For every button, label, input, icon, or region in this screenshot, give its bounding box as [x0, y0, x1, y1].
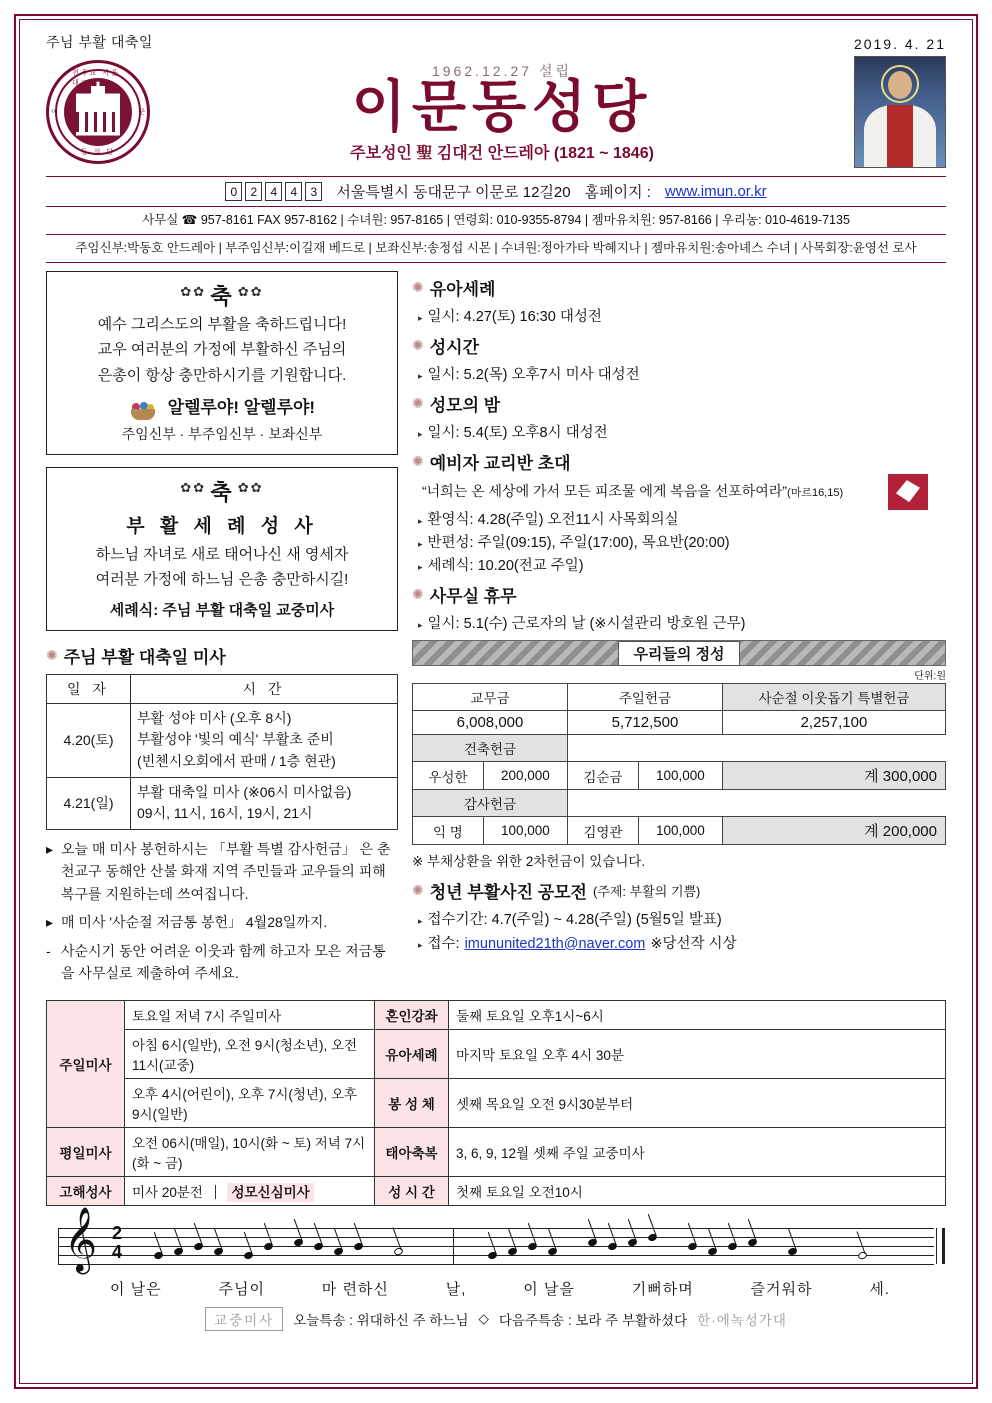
congrats-signers: 주임신부 · 부주임신부 · 보좌신부	[121, 425, 323, 442]
donor-amount: 100,000	[638, 762, 722, 790]
lyric-word: 이 날은	[110, 1281, 162, 1299]
mass-detail-line: 부활성야 '빛의 예식' 부활초 준비	[137, 731, 334, 748]
time-signature: 2 4	[112, 1223, 123, 1263]
schedule-cell: 3, 6, 9, 12월 셋째 주일 교중미사	[449, 1128, 946, 1177]
announcement-marian-night	[412, 391, 946, 445]
announcement-bullet	[418, 509, 946, 532]
easter-mass-table	[46, 674, 398, 830]
table-row	[413, 711, 946, 735]
note-text: 매 미사 '사순절 저금통 봉헌」 4월28일까지.	[61, 914, 328, 931]
row-label-confession: 고해성사	[47, 1177, 125, 1206]
offerings-note: ※ 부채상환을 위한 2차헌금이 있습니다.	[412, 854, 646, 870]
triangle-bullet-icon: ▸	[418, 312, 423, 323]
list-item	[46, 911, 398, 933]
table-row	[47, 1079, 946, 1128]
mass-detail-line: (빈첸시오회에서 판매 / 1층 현관)	[137, 752, 336, 769]
homepage-label: 홈페이지 :	[584, 184, 651, 201]
mass-detail	[131, 703, 398, 777]
col-time: 시 간	[131, 674, 398, 703]
zip-digit: 2	[245, 182, 262, 201]
patron-saint-portrait	[854, 56, 946, 168]
triangle-bullet-icon: ▸	[418, 538, 423, 549]
row-label-fetal-blessing: 태아축복	[375, 1128, 449, 1177]
marian-devotion-time: 첫째 토요일 오전10시	[456, 1185, 583, 1201]
marian-devotion-label: 성모신심미사	[227, 1183, 313, 1202]
donor-amount: 200,000	[483, 762, 567, 790]
row-label-sunday-mass: 주일미사	[47, 1001, 125, 1128]
contest-period	[418, 909, 946, 932]
left-notes	[46, 838, 398, 984]
contact-staff: 주임신부:박동호 안드레아 | 부주임신부:이길재 베드로 | 보좌신부:송정섭 시몬 | 수녀원:정아가타 박혜지나 | 젬마유치원:송아녜스 수녀 | 사목회장:윤영선 로사	[75, 240, 917, 255]
row-label-holy-hour: 성 시 간	[375, 1177, 449, 1206]
sun-icon: ✺	[46, 646, 58, 663]
row-label-communion-visit: 봉 성 체	[375, 1079, 449, 1128]
alleluia-row	[57, 393, 387, 420]
alleluia-text: 알렐루야! 알렐루야!	[167, 398, 316, 417]
offer-amount-parish-dues: 6,008,000	[413, 711, 568, 735]
announcement-bullet	[418, 364, 946, 387]
announcement-title: 사무실 휴무	[429, 587, 517, 607]
triangle-bullet-icon: ▸	[418, 370, 423, 381]
masthead-title	[156, 61, 848, 163]
table-row	[413, 790, 946, 817]
table-row	[413, 762, 946, 790]
mass-detail-line: 부활 대축일 미사 (※06시 미사없음)	[137, 783, 352, 800]
donor-name: 익 명	[413, 817, 484, 845]
sun-icon: ✺	[412, 278, 424, 295]
section-total: 계 300,000	[722, 762, 945, 790]
baptism-box	[46, 467, 398, 631]
table-row	[413, 735, 946, 762]
lyrics-line	[58, 1276, 934, 1299]
parish-crest-icon: 천주교 서울대교구 이 문 동 성 당	[46, 60, 150, 164]
lyric-word: 주님이	[218, 1281, 265, 1299]
contact-phones: 사무실 ☎ 957-8161 FAX 957-8162 | 수녀원: 957-8165 | 연령회: 010-9355-8794 | 젬마유치원: 957-8166 | 우리농: 010-4619-7135	[142, 213, 850, 227]
offer-section-label: 감사헌금	[413, 790, 568, 817]
announcement-office-closed	[412, 582, 946, 636]
triangle-bullet-icon: ▸	[46, 840, 54, 857]
address-row	[46, 176, 946, 207]
table-row	[47, 1030, 946, 1079]
patron-saint-label: 주보성인 聖 김대건 안드레아 (1821 ~ 1846)	[350, 144, 654, 162]
schedule-cell: 아침 6시(일반), 오전 9시(청소년), 오전 11시(교중)	[125, 1030, 375, 1079]
bullet-text: 일시: 5.1(수) 근로자의 날 (※시설관리 방호원 근무)	[427, 616, 746, 633]
weekly-schedule	[28, 990, 964, 1206]
announcement-bullet	[418, 422, 946, 445]
easter-congrats-box	[46, 271, 398, 455]
established-label: 1962.12.27 설립	[431, 63, 572, 80]
congrats-line: 예수 그리스도의 부활을 축하드립니다!	[97, 315, 347, 333]
mass-detail-line: 09시, 11시, 16시, 19시, 21시	[137, 805, 313, 822]
footer-next-song: 다음주특송 : 보라 주 부활하셨다	[498, 1313, 688, 1329]
lyric-word: 즐거워하	[750, 1281, 813, 1299]
offer-amount-sunday: 5,712,500	[567, 711, 722, 735]
issue-date: 2019. 4. 21	[853, 36, 946, 52]
staff-lines	[58, 1207, 934, 1276]
offerings-banner	[412, 640, 946, 666]
lyric-word: 날,	[445, 1281, 467, 1299]
announcement-photo-contest	[412, 878, 946, 955]
confession-time: 미사 20분전	[132, 1185, 203, 1201]
announcement-bullet	[418, 613, 946, 636]
right-column	[412, 271, 946, 991]
submit-tail: ※당선작 시상	[650, 935, 737, 952]
offerings-title: 우리들의 정성	[618, 641, 739, 666]
offer-col-parish-dues: 교무금	[413, 684, 568, 711]
schedule-cell: 둘째 토요일 오후1시~6시	[449, 1001, 946, 1030]
dove-icon	[888, 474, 928, 510]
announcement-bullet	[418, 532, 946, 555]
offerings-unit: 단위:원	[914, 671, 946, 683]
bullet-text: 일시: 5.2(목) 오후7시 미사 대성전	[427, 366, 640, 383]
wreath-icon-baptism: ✿✿ 축 ✿✿	[180, 476, 263, 507]
footer-diamond-icon: ◇	[478, 1311, 489, 1327]
triangle-bullet-icon: ▸	[418, 515, 423, 526]
announcement-bullet	[418, 555, 946, 578]
schedule-cell: 오후 4시(어린이), 오후 7시(청년), 오후 9시(일반)	[125, 1079, 375, 1128]
mass-date: 4.21(일)	[47, 777, 131, 829]
donor-name: 김순금	[567, 762, 638, 790]
offer-col-lent-special: 사순절 이웃돕기 특별헌금	[722, 684, 945, 711]
easter-mass-title	[46, 643, 398, 668]
zip-digit: 0	[225, 182, 242, 201]
row-label-weekday-mass: 평일미사	[47, 1128, 125, 1177]
note-text: 오늘 매 미사 봉헌하시는 「부활 특별 감사헌금」 은 춘천교구 동해안 산불 화재 지역 주민들과 교우들의 피해 복구를 지원하는데 쓰여집니다.	[61, 840, 391, 902]
baptism-schedule: 세례식: 주님 부활 대축일 교중미사	[109, 601, 335, 619]
triangle-bullet-icon: ▸	[418, 620, 423, 631]
masthead	[28, 52, 964, 170]
announcement-title: 성모의 밤	[429, 395, 501, 415]
top-line	[28, 26, 964, 52]
lyric-word: 이 날을	[523, 1281, 575, 1299]
row-label-infant-baptism: 유아세례	[375, 1030, 449, 1079]
note-text: 사순시기 동안 어려운 이웃과 함께 하고자 모은 저금통을 사무실로 제출하여 주세요.	[61, 942, 386, 981]
offer-section-label: 건축헌금	[413, 735, 568, 762]
sun-icon: ✺	[412, 394, 424, 411]
announcement-title: 성시간	[429, 337, 480, 357]
schedule-cell: 셋째 목요일 오전 9시30분부터	[449, 1079, 946, 1128]
mass-detail-line: 부활 성야 미사 (오후 8시)	[137, 709, 292, 726]
contact-block	[46, 211, 946, 230]
mass-detail	[131, 777, 398, 829]
donor-amount: 100,000	[483, 817, 567, 845]
bullet-text: 반편성: 주일(09:15), 주일(17:00), 목요반(20:00)	[427, 534, 730, 551]
section-total: 계 200,000	[722, 817, 945, 845]
lyric-word: 세.	[869, 1281, 890, 1299]
feast-label: 주님 부활 대축일	[46, 34, 153, 50]
announcement-title: 유아세례	[429, 279, 496, 299]
mass-date: 4.20(토)	[47, 703, 131, 777]
donor-name: 김영관	[567, 817, 638, 845]
offerings-table	[412, 683, 946, 845]
offer-amount-lent-special: 2,257,100	[722, 711, 945, 735]
table-row	[47, 703, 398, 777]
footer-today-song: 오늘특송 : 위대하신 주 하느님	[293, 1313, 469, 1329]
footer-mass-tag: 교중미사	[205, 1307, 283, 1331]
zip-digit: 3	[305, 182, 322, 201]
contact-staff-block	[46, 239, 946, 258]
sun-icon: ✺	[412, 336, 424, 353]
sun-icon: ✺	[412, 586, 424, 603]
offer-col-sunday: 주일헌금	[567, 684, 722, 711]
table-header-row	[413, 684, 946, 711]
schedule-cell-confession	[125, 1177, 375, 1206]
dash-bullet-icon: -	[46, 942, 51, 959]
footer-choir-tag: 한·에녹성가대	[697, 1313, 787, 1329]
lyric-word: 마 련하신	[321, 1281, 389, 1299]
table-row	[47, 1128, 946, 1177]
footer-bar	[28, 1307, 964, 1331]
bullet-text: 접수기간: 4.7(주일) ~ 4.28(주일) (5월5일 발표)	[427, 912, 722, 929]
baptism-line: 여러분 가정에 하느님 은총 충만하시길!	[95, 571, 349, 589]
schedule-table	[46, 1000, 946, 1206]
left-column	[46, 271, 398, 991]
table-row	[47, 1177, 946, 1206]
triangle-bullet-icon: ▸	[418, 428, 423, 439]
contest-email-link[interactable]: imununited21th@naver.com	[464, 935, 646, 952]
baptism-heading: 부 활 세 례 성 사	[126, 515, 318, 537]
donor-name: 우성한	[413, 762, 484, 790]
street-address: 서울특별시 동대문구 이문로 12길20	[336, 184, 571, 201]
quote-reference: (마르16,15)	[787, 487, 844, 500]
announcement-title: 예비자 교리반 초대	[429, 454, 571, 474]
baptism-line: 하느님 자녀로 새로 태어나신 새 영세자	[95, 545, 349, 563]
church-name: 이문동성당	[351, 75, 653, 141]
announcement-bullet	[418, 306, 946, 329]
contest-submit	[418, 933, 946, 956]
wreath-icon-congrats: ✿✿ 축 ✿✿	[180, 280, 263, 311]
scripture-quote	[422, 480, 946, 503]
table-row	[47, 777, 398, 829]
bullet-text: 환영식: 4.28(주일) 오전11시 사목회의실	[427, 511, 679, 528]
triangle-bullet-icon: ▸	[418, 939, 423, 950]
announcement-catechumen	[412, 449, 946, 578]
announcement-infant-baptism	[412, 275, 946, 329]
table-header-row	[47, 674, 398, 703]
contact-divider	[46, 234, 946, 235]
col-date: 일 자	[47, 674, 131, 703]
easter-basket-icon	[129, 398, 157, 420]
treble-clef-icon: 𝄞	[64, 1207, 98, 1273]
list-item	[46, 838, 398, 905]
lyric-word: 기뻐하며	[631, 1281, 694, 1299]
congrats-line: 교우 여러분의 가정에 부활하신 주님의	[97, 341, 347, 358]
bullet-text: 일시: 4.27(토) 16:30 대성전	[427, 308, 602, 325]
triangle-bullet-icon: ▸	[418, 916, 423, 927]
sun-icon: ✺	[412, 453, 424, 470]
table-row	[413, 817, 946, 845]
zip-digit: 4	[265, 182, 282, 201]
easter-mass-title-text: 주님 부활 대축일 미사	[63, 647, 226, 667]
submit-label: 접수:	[427, 935, 460, 952]
list-item	[46, 940, 398, 985]
row-label-marriage-course: 혼인강좌	[375, 1001, 449, 1030]
music-score	[28, 1206, 964, 1299]
sun-icon: ✺	[412, 882, 424, 899]
schedule-cell	[449, 1177, 946, 1206]
contest-title: 청년 부활사진 공모전	[429, 883, 587, 903]
schedule-cell: 토요일 저녁 7시 주일미사	[125, 1001, 375, 1030]
congrats-line: 은총이 항상 충만하시기를 기원합니다.	[97, 366, 347, 384]
announcement-holy-hour	[412, 333, 946, 387]
schedule-cell: 마지막 토요일 오후 4시 30분	[449, 1030, 946, 1079]
donor-amount: 100,000	[638, 817, 722, 845]
zip-digit: 4	[285, 182, 302, 201]
quote-text: “너희는 온 세상에 가서 모든 피조물 에게 복음을 선포하여라”	[422, 483, 788, 500]
contest-subject: (주제: 부활의 기쁨)	[592, 884, 701, 900]
bullet-text: 세례식: 10.20(전교 주일)	[427, 558, 584, 575]
content-columns	[28, 263, 964, 991]
schedule-cell: 오전 06시(매일), 10시(화 ~ 토) 저녁 7시(화 ~ 금)	[125, 1128, 375, 1177]
bullet-text: 일시: 5.4(토) 오후8시 대성전	[427, 424, 608, 441]
table-row	[47, 1001, 946, 1030]
triangle-bullet-icon: ▸	[418, 562, 423, 573]
homepage-link[interactable]: www.imun.or.kr	[664, 183, 767, 200]
postal-code	[225, 182, 322, 201]
triangle-bullet-icon: ▸	[46, 914, 54, 931]
